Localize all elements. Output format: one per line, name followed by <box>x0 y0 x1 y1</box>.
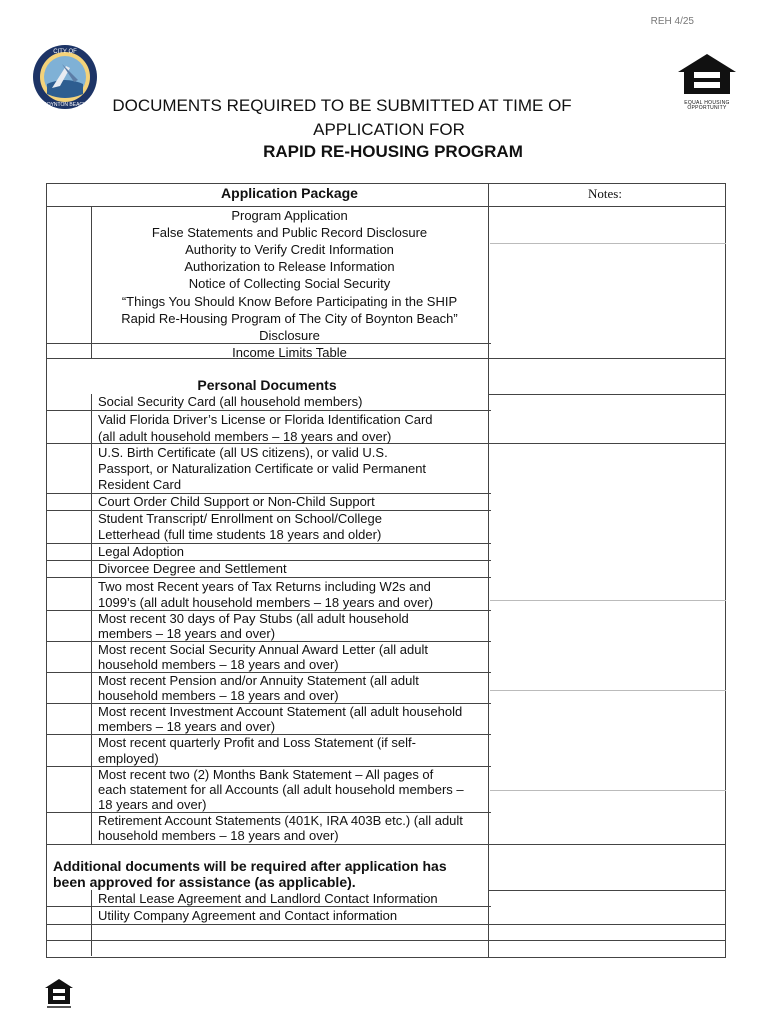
svg-text:CITY OF: CITY OF <box>53 49 77 55</box>
list-item: Retirement Account Statements (401K, IRA 403B etc.) (all adult <box>98 813 463 828</box>
revision-code: REH 4/25 <box>650 16 694 27</box>
list-item: U.S. Birth Certificate (all US citizens), or valid U.S. <box>98 445 388 460</box>
additional-documents-heading-line-2: been approved for assistance (as applicable). <box>53 874 356 890</box>
list-item: Notice of Collecting Social Security <box>188 276 391 291</box>
notes-label: Notes: <box>588 186 622 201</box>
title-line-1: DOCUMENTS REQUIRED TO BE SUBMITTED AT TIME OF <box>112 96 572 115</box>
list-item: Most recent Social Security Annual Award Letter (all adult <box>98 642 428 657</box>
application-package-heading: Application Package <box>221 185 358 201</box>
title-line-3: RAPID RE-HOUSING PROGRAM <box>263 142 523 161</box>
list-item: 18 years and over) <box>98 797 207 812</box>
list-item: Rental Lease Agreement and Landlord Contact Information <box>98 891 438 906</box>
list-item: 1099’s (all adult household members – 18 years and over) <box>98 595 434 610</box>
list-item: Most recent Pension and/or Annuity Statement (all adult <box>98 673 419 688</box>
footer-equal-housing-logo <box>44 978 74 1015</box>
list-item: members – 18 years and over) <box>98 626 276 641</box>
list-item: household members – 18 years and over) <box>98 828 339 843</box>
list-item: (all adult household members – 18 years and over) <box>98 429 392 444</box>
title-line-2: APPLICATION FOR <box>313 120 465 139</box>
house-icon <box>676 52 738 96</box>
list-item: “Things You Should Know Before Participating in the SHIP <box>121 294 458 309</box>
additional-documents-heading-line-1: Additional documents will be required after application has <box>53 858 447 874</box>
list-item: Letterhead (full time students 18 years and older) <box>98 527 382 542</box>
list-item: household members – 18 years and over) <box>98 688 339 703</box>
list-item: Disclosure <box>259 328 320 343</box>
list-item: members – 18 years and over) <box>98 719 276 734</box>
list-item: Authorization to Release Information <box>184 259 395 274</box>
list-item: Utility Company Agreement and Contact information <box>98 908 398 923</box>
list-item: household members – 18 years and over) <box>98 657 339 672</box>
list-item: Passport, or Naturalization Certificate or valid Permanent <box>98 461 427 476</box>
list-item: Divorcee Degree and Settlement <box>98 561 287 576</box>
list-item: Most recent 30 days of Pay Stubs (all adult household <box>98 611 409 626</box>
list-item: each statement for all Accounts (all adult household members – <box>98 782 464 797</box>
list-item: Program Application <box>231 208 348 223</box>
list-item: Income Limits Table <box>232 345 347 360</box>
list-item: Legal Adoption <box>98 544 185 559</box>
house-icon <box>44 978 74 1010</box>
list-item: Most recent quarterly Profit and Loss Statement (if self- <box>98 735 416 750</box>
list-item: employed) <box>98 751 159 766</box>
list-item: Two most Recent years of Tax Returns including W2s and <box>98 579 431 594</box>
personal-documents-heading: Personal Documents <box>197 377 337 393</box>
list-item: Social Security Card (all household members) <box>98 394 363 409</box>
list-item: Most recent Investment Account Statement (all adult household <box>98 704 463 719</box>
list-item: Student Transcript/ Enrollment on School/College <box>98 511 382 526</box>
list-item: Authority to Verify Credit Information <box>185 242 394 257</box>
list-item: Rapid Re-Housing Program of The City of Boynton Beach” <box>121 311 458 326</box>
list-item: Valid Florida Driver’s License or Florida Identification Card <box>98 412 433 427</box>
equal-housing-text: EQUAL HOUSING OPPORTUNITY <box>684 100 730 111</box>
list-item: Resident Card <box>98 477 182 492</box>
svg-text:BOYNTON BEACH: BOYNTON BEACH <box>43 102 87 108</box>
list-item: Court Order Child Support or Non-Child Support <box>98 494 375 509</box>
list-item: Most recent two (2) Months Bank Statement – All pages of <box>98 767 434 782</box>
list-item: False Statements and Public Record Disclosure <box>151 225 428 240</box>
